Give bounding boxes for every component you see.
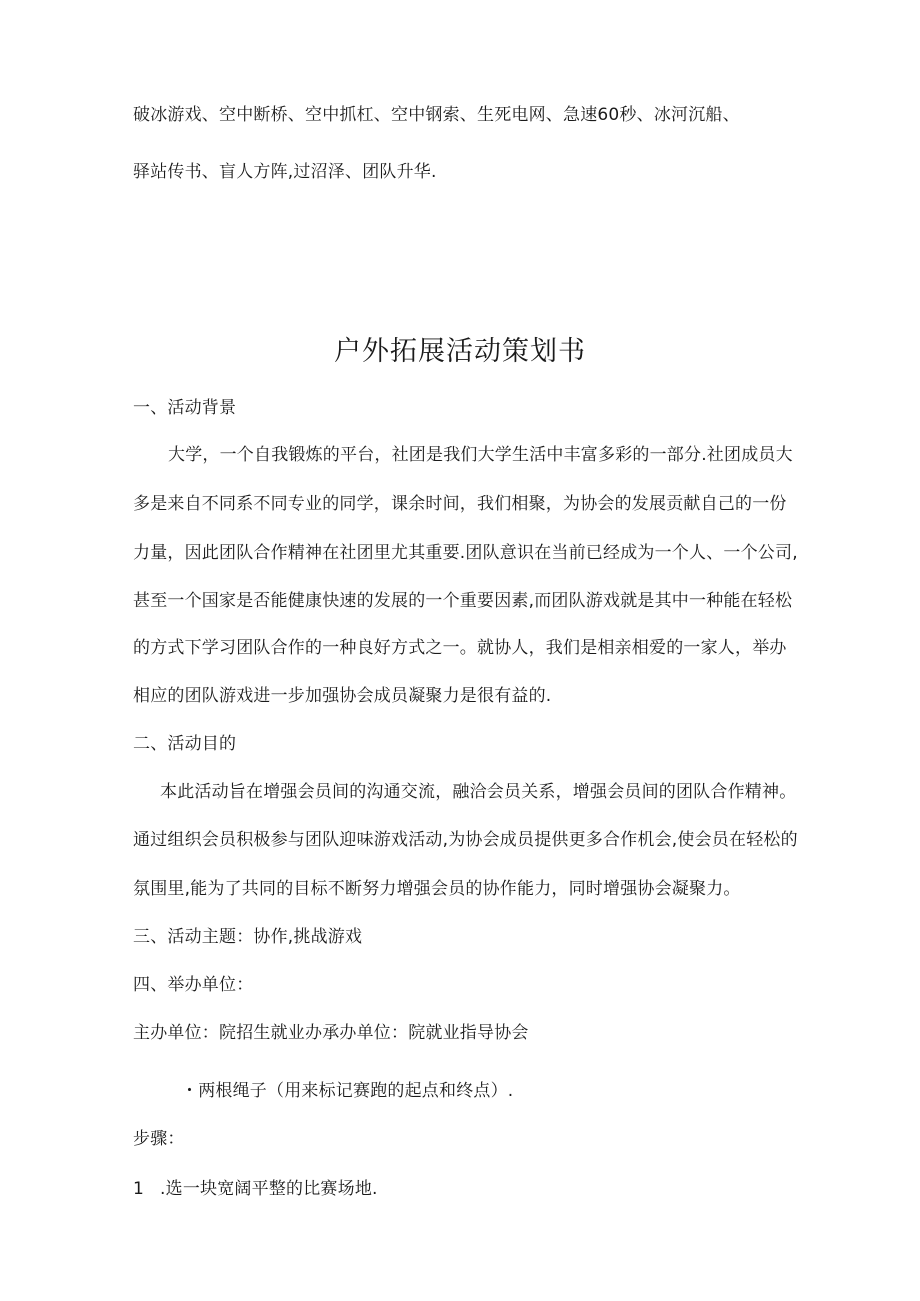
- section-1-paragraph-line: 的方式下学习团队合作的一种良好方式之一。就协人，我们是相亲相爱的一家人，举办: [133, 638, 787, 658]
- section-2-paragraph-line: 本此活动旨在增强会员间的沟通交流，融洽会员关系，增强会员间的团队合作精神。: [160, 782, 797, 802]
- section-1-paragraph-line: 多是来自不同系不同专业的同学，课余时间，我们相聚，为协会的发展贡献自己的一份: [133, 494, 787, 514]
- page-title: 户外拓展活动策划书: [334, 336, 586, 367]
- section-2-paragraph-line: 通过组织会员积极参与团队迎味游戏活动,为协会成员提供更多合作机会,使会员在轻松的: [133, 830, 798, 850]
- steps-heading: 步骤：: [133, 1129, 185, 1149]
- step-1-number: 1: [133, 1179, 145, 1199]
- section-1-heading: 一、活动背景: [133, 398, 237, 418]
- organizers-line: 主办单位：院招生就业办承办单位：院就业指导协会: [133, 1023, 529, 1043]
- section-3-heading: 三、活动主题：协作,挑战游戏: [133, 927, 363, 947]
- step-1: [133, 1178, 378, 1200]
- intro-line-2: 驿站传书、盲人方阵,过沼泽、团队升华.: [133, 162, 437, 182]
- section-1-paragraph-line: 相应的团队游戏进一步加强协会成员凝聚力是很有益的.: [133, 686, 552, 706]
- intro-line-1: 破冰游戏、空中断桥、空中抓杠、空中钢索、生死电网、急速60秒、冰河沉船、: [133, 105, 740, 125]
- section-1-paragraph-line: 甚至一个国家是否能健康快速的发展的一个重要因素,而团队游戏就是其中一种能在轻松: [133, 591, 793, 611]
- section-2-paragraph-line: 氛围里,能为了共同的目标不断努力增强会员的协作能力，同时增强协会凝聚力。: [133, 879, 741, 899]
- step-1-text: .选一块宽阔平整的比赛场地.: [160, 1179, 378, 1199]
- section-2-heading: 二、活动目的: [133, 734, 237, 754]
- section-1-paragraph-line: 力量，因此团队合作精神在社团里尤其重要.团队意识在当前已经成为一个人、一个公司,: [133, 543, 798, 563]
- materials-item: ・两根绳子（用来标记赛跑的起点和终点）.: [181, 1081, 514, 1101]
- section-4-heading: 四、举办单位：: [133, 975, 254, 995]
- section-1-paragraph-line: 大学，一个自我锻炼的平台，社团是我们大学生活中丰富多彩的一部分.社团成员大: [168, 445, 793, 465]
